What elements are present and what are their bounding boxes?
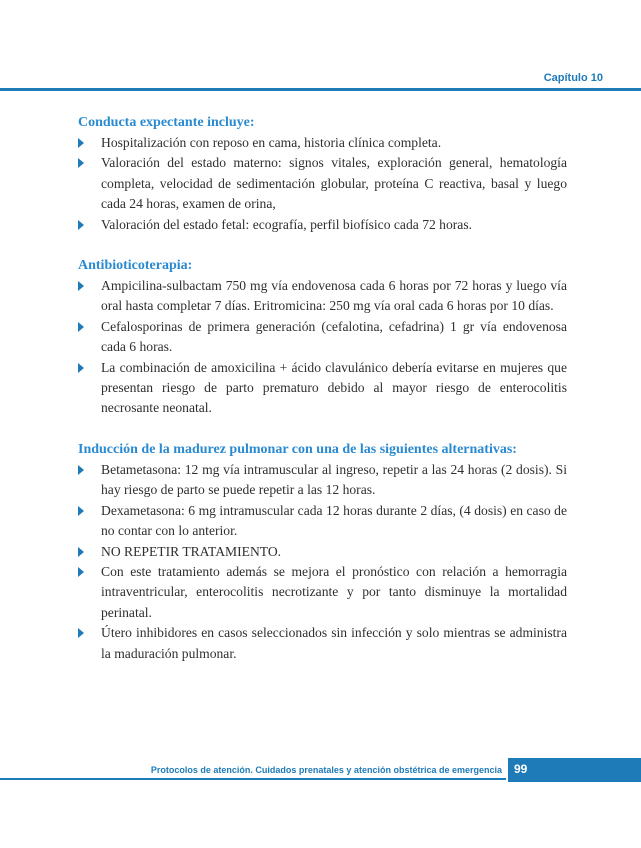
chapter-label: Capítulo 10 <box>543 72 603 84</box>
list-item <box>78 562 567 623</box>
list-item <box>78 501 567 542</box>
bullet-icon <box>78 506 84 516</box>
list-item-text: Cefalosporinas de primera generación (cefalotina, cefadrina) 1 gr vía endovenosa cada 6 horas. <box>101 318 567 355</box>
list-item <box>78 215 567 235</box>
list-item-text: Hospitalización con reposo en cama, historia clínica completa. <box>101 135 442 150</box>
list-item-text: NO REPETIR TRATAMIENTO. <box>101 543 282 559</box>
section-heading: Conducta expectante incluye: <box>78 115 255 130</box>
bullet-list <box>78 133 567 235</box>
list-item-text: Dexametasona: 6 mg intramuscular cada 12 horas durante 2 días, (4 dosis) en caso de no contar con lo anterior. <box>101 502 567 539</box>
list-item-text: Útero inhibidores en casos seleccionados sin infección y solo mientras se administra la maduración pulmonar. <box>101 625 567 661</box>
footer-title: Protocolos de atención. Cuidados prenatales y atención obstétrica de emergencia <box>150 765 502 775</box>
list-item-text: Con este tratamiento además se mejora el pronóstico con relación a hemorragia intraventricular, enterocolitis necrotizante y por tanto disminuye la mortalidad perinatal. <box>101 563 567 620</box>
list-item <box>78 460 567 501</box>
bullet-icon <box>78 628 84 638</box>
section-heading: Inducción de la madurez pulmonar con una de las siguientes alternativas: <box>78 441 517 457</box>
list-item <box>78 358 567 419</box>
list-item-text: Betametasona: 12 mg vía intramuscular al ingreso, repetir a las 24 horas (2 dosis). Si hay riesgo de parto se puede repetir a las 12 horas. <box>101 461 567 498</box>
page-number-box <box>508 758 641 782</box>
list-item <box>78 153 567 214</box>
bullet-icon <box>78 363 84 373</box>
header-rule <box>0 88 641 91</box>
section-antibiotic-therapy <box>78 256 567 419</box>
bullet-icon <box>78 158 84 168</box>
list-item <box>78 276 567 317</box>
section-heading: Antibioticoterapia: <box>78 258 193 274</box>
bullet-icon <box>78 220 84 230</box>
list-item <box>78 542 567 562</box>
bullet-list <box>78 460 567 664</box>
bullet-icon <box>78 138 84 148</box>
bullet-icon <box>78 281 84 291</box>
list-item <box>78 623 567 664</box>
bullet-icon <box>78 465 84 475</box>
section-expectant-management <box>78 113 567 235</box>
page-number: 99 <box>514 762 528 776</box>
bullet-icon <box>78 322 84 332</box>
page-content <box>78 113 567 685</box>
list-item <box>78 317 567 358</box>
list-item-text: Valoración del estado materno: signos vitales, exploración general, hematología completa, velocidad de sedimentación globular, proteína C reactiva, basal y luego cada 24 horas, examen de orina, <box>101 155 567 212</box>
list-item-text: La combinación de amoxicilina + ácido clavulánico debería evitarse en mujeres que presentan riesgo de parto prematuro debido al mayor riesgo de enterocolitis necrosante neonatal. <box>101 359 567 416</box>
bullet-icon <box>78 547 84 557</box>
list-item-text: Valoración del estado fetal: ecografía, perfil biofísico cada 72 horas. <box>101 216 473 232</box>
section-lung-maturity <box>78 440 567 664</box>
list-item-text: Ampicilina-sulbactam 750 mg vía endovenosa cada 6 horas por 72 horas y luego vía oral hasta completar 7 días. Eritromicina: 250 mg vía oral cada 6 horas por 10 días. <box>101 278 567 314</box>
footer-rule <box>0 778 506 780</box>
list-item <box>78 133 567 153</box>
bullet-list <box>78 276 567 419</box>
bullet-icon <box>78 567 84 577</box>
